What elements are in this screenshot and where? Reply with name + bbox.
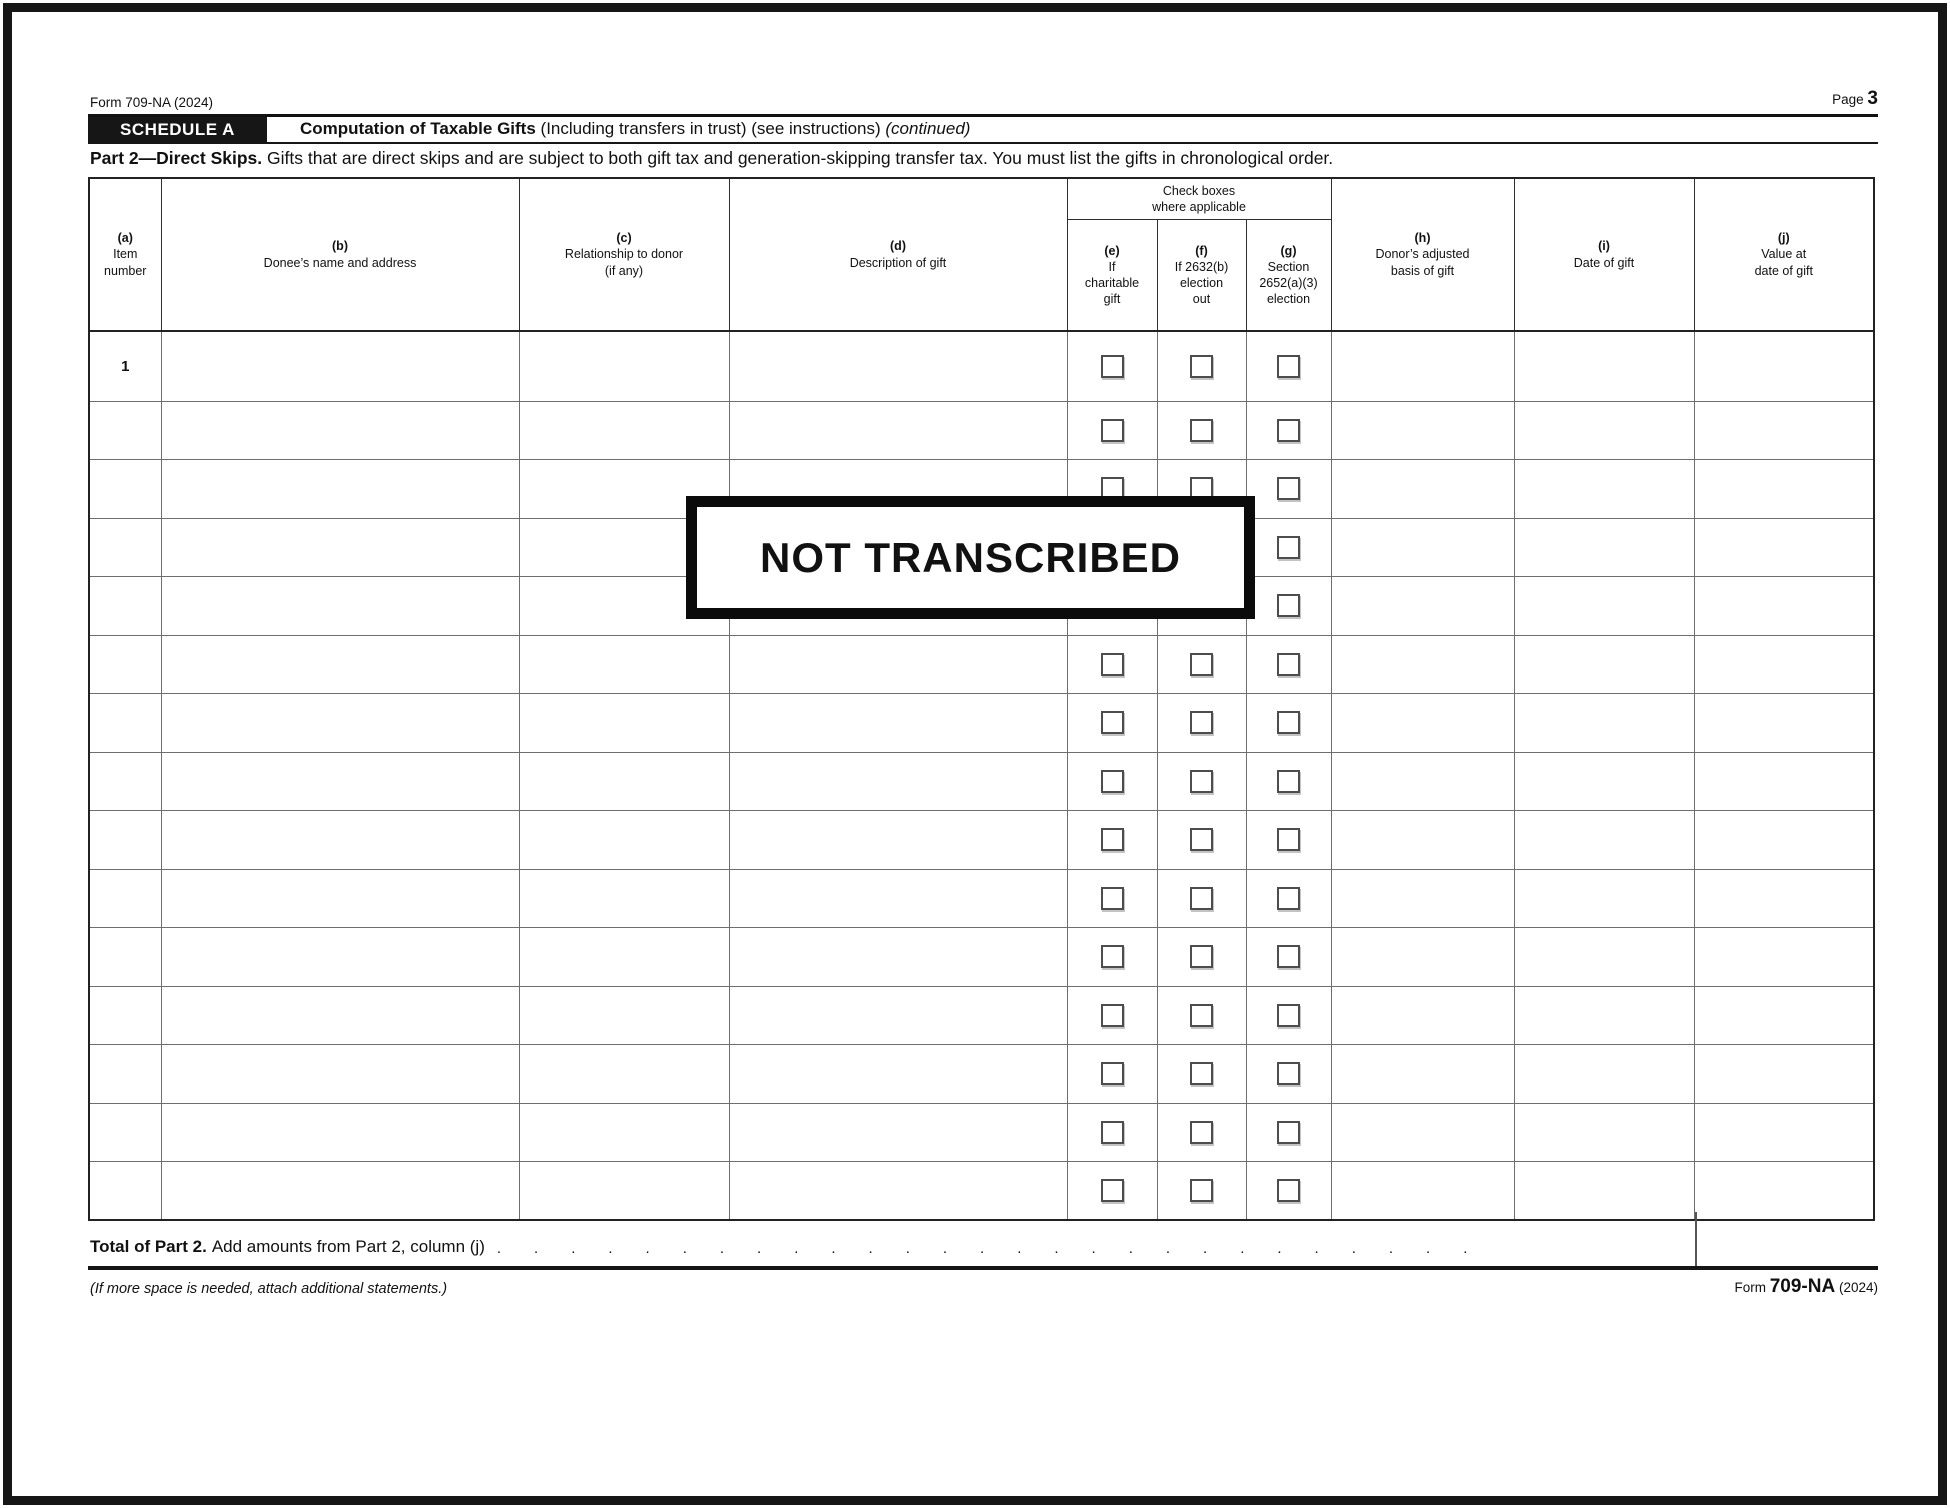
cell-g-row-11[interactable] — [1246, 928, 1331, 987]
cell-g-row-10[interactable] — [1246, 869, 1331, 928]
checkbox-f-row-6[interactable] — [1190, 653, 1213, 676]
cell-b-row-10[interactable] — [161, 869, 519, 928]
column-header-f: (f) If 2632(b) election out — [1157, 220, 1246, 332]
cell-j-row-2[interactable] — [1694, 401, 1874, 460]
cell-j-row-14[interactable] — [1694, 1103, 1874, 1162]
cell-e-row-11[interactable] — [1067, 928, 1157, 987]
cell-i-row-7[interactable] — [1514, 694, 1694, 753]
checkbox-e-row-12[interactable] — [1101, 1004, 1124, 1027]
cell-c-row-12[interactable] — [519, 986, 729, 1045]
cell-c-row-13[interactable] — [519, 1045, 729, 1104]
cell-j-row-9[interactable] — [1694, 811, 1874, 870]
gift-row-10 — [89, 869, 1874, 928]
checkbox-g-row-15[interactable] — [1277, 1179, 1300, 1202]
checkbox-e-row-10[interactable] — [1101, 887, 1124, 910]
checkbox-e-row-15[interactable] — [1101, 1179, 1124, 1202]
cell-j-row-7[interactable] — [1694, 694, 1874, 753]
cell-b-row-7[interactable] — [161, 694, 519, 753]
column-header-c: (c) Relationship to donor (if any) — [519, 178, 729, 331]
checkbox-f-row-13[interactable] — [1190, 1062, 1213, 1085]
column-header-j: (j) Value at date of gift — [1694, 178, 1874, 331]
footer-form-word: Form — [1734, 1280, 1766, 1295]
cell-e-row-14[interactable] — [1067, 1103, 1157, 1162]
schedule-a-header — [88, 117, 1878, 144]
checkbox-g-row-2[interactable] — [1277, 419, 1300, 442]
checkbox-e-row-14[interactable] — [1101, 1121, 1124, 1144]
cell-f-row-9[interactable] — [1157, 811, 1246, 870]
cell-h-row-7[interactable] — [1331, 694, 1514, 753]
cell-j-row-5[interactable] — [1694, 577, 1874, 636]
cell-g-row-7[interactable] — [1246, 694, 1331, 753]
gift-row-7 — [89, 694, 1874, 753]
cell-c-row-1[interactable] — [519, 331, 729, 401]
checkbox-f-row-9[interactable] — [1190, 828, 1213, 851]
cell-a-row-1[interactable]: 1 — [89, 331, 161, 401]
cell-a-row-14[interactable] — [89, 1103, 161, 1162]
checkbox-e-row-7[interactable] — [1101, 711, 1124, 734]
page-number — [1832, 88, 1878, 110]
gift-row-6 — [89, 635, 1874, 694]
cell-f-row-8[interactable] — [1157, 752, 1246, 811]
checkbox-f-row-15[interactable] — [1190, 1179, 1213, 1202]
cell-d-row-7[interactable] — [729, 694, 1067, 753]
cell-b-row-12[interactable] — [161, 986, 519, 1045]
cell-h-row-10[interactable] — [1331, 869, 1514, 928]
cell-f-row-12[interactable] — [1157, 986, 1246, 1045]
column-header-b: (b) Donee’s name and address — [161, 178, 519, 331]
check-boxes-group-header: Check boxes where applicable — [1067, 178, 1331, 220]
schedule-title-bold: Computation of Taxable Gifts — [300, 119, 536, 138]
cell-c-row-9[interactable] — [519, 811, 729, 870]
cell-a-row-13[interactable] — [89, 1045, 161, 1104]
checkbox-g-row-10[interactable] — [1277, 887, 1300, 910]
cell-a-row-11[interactable] — [89, 928, 161, 987]
gift-row-1 — [89, 331, 1874, 401]
column-header-d: (d) Description of gift — [729, 178, 1067, 331]
gift-row-14 — [89, 1103, 1874, 1162]
cell-b-row-9[interactable] — [161, 811, 519, 870]
cell-d-row-14[interactable] — [729, 1103, 1067, 1162]
column-header-a: (a) Item number — [89, 178, 161, 331]
cell-e-row-9[interactable] — [1067, 811, 1157, 870]
total-label-bold: Total of Part 2. — [90, 1237, 207, 1256]
cell-f-row-2[interactable] — [1157, 401, 1246, 460]
cell-j-row-6[interactable] — [1694, 635, 1874, 694]
cell-i-row-11[interactable] — [1514, 928, 1694, 987]
cell-e-row-12[interactable] — [1067, 986, 1157, 1045]
cell-j-row-4[interactable] — [1694, 518, 1874, 577]
total-label-text: Add amounts from Part 2, column (j) — [211, 1237, 485, 1256]
checkbox-e-row-8[interactable] — [1101, 770, 1124, 793]
cell-a-row-5[interactable] — [89, 577, 161, 636]
checkbox-g-row-11[interactable] — [1277, 945, 1300, 968]
cell-a-row-8[interactable] — [89, 752, 161, 811]
cell-f-row-10[interactable] — [1157, 869, 1246, 928]
cell-e-row-10[interactable] — [1067, 869, 1157, 928]
cell-g-row-2[interactable] — [1246, 401, 1331, 460]
checkbox-f-row-2[interactable] — [1190, 419, 1213, 442]
gift-row-2 — [89, 401, 1874, 460]
gift-row-9 — [89, 811, 1874, 870]
cell-d-row-13[interactable] — [729, 1045, 1067, 1104]
cell-g-row-8[interactable] — [1246, 752, 1331, 811]
cell-b-row-1[interactable] — [161, 331, 519, 401]
cell-a-row-4[interactable] — [89, 518, 161, 577]
checkbox-f-row-12[interactable] — [1190, 1004, 1213, 1027]
cell-g-row-5[interactable] — [1246, 577, 1331, 636]
gift-row-8 — [89, 752, 1874, 811]
checkbox-f-row-8[interactable] — [1190, 770, 1213, 793]
cell-j-row-11[interactable] — [1694, 928, 1874, 987]
cell-e-row-13[interactable] — [1067, 1045, 1157, 1104]
cell-g-row-4[interactable] — [1246, 518, 1331, 577]
cell-b-row-8[interactable] — [161, 752, 519, 811]
checkbox-e-row-11[interactable] — [1101, 945, 1124, 968]
cell-f-row-6[interactable] — [1157, 635, 1246, 694]
cell-h-row-8[interactable] — [1331, 752, 1514, 811]
part2-heading-bold: Part 2—Direct Skips. — [90, 148, 263, 168]
cell-a-row-2[interactable] — [89, 401, 161, 460]
cell-d-row-6[interactable] — [729, 635, 1067, 694]
cell-f-row-1[interactable] — [1157, 331, 1246, 401]
checkbox-e-row-1[interactable] — [1101, 355, 1124, 378]
checkbox-g-row-7[interactable] — [1277, 711, 1300, 734]
checkbox-g-row-9[interactable] — [1277, 828, 1300, 851]
gift-row-12 — [89, 986, 1874, 1045]
total-amount-cell[interactable] — [1695, 1212, 1878, 1266]
cell-i-row-3[interactable] — [1514, 460, 1694, 519]
cell-d-row-8[interactable] — [729, 752, 1067, 811]
cell-i-row-8[interactable] — [1514, 752, 1694, 811]
cell-a-row-12[interactable] — [89, 986, 161, 1045]
cell-j-row-10[interactable] — [1694, 869, 1874, 928]
gift-row-11 — [89, 928, 1874, 987]
cell-a-row-9[interactable] — [89, 811, 161, 870]
cell-b-row-11[interactable] — [161, 928, 519, 987]
cell-i-row-13[interactable] — [1514, 1045, 1694, 1104]
cell-d-row-2[interactable] — [729, 401, 1067, 460]
dot-leader: ........................... — [496, 1240, 1501, 1257]
cell-i-row-12[interactable] — [1514, 986, 1694, 1045]
cell-e-row-1[interactable] — [1067, 331, 1157, 401]
page-number-value: 3 — [1867, 88, 1878, 109]
cell-a-row-10[interactable] — [89, 869, 161, 928]
checkbox-f-row-11[interactable] — [1190, 945, 1213, 968]
cell-d-row-9[interactable] — [729, 811, 1067, 870]
cell-i-row-5[interactable] — [1514, 577, 1694, 636]
checkbox-g-row-12[interactable] — [1277, 1004, 1300, 1027]
cell-b-row-13[interactable] — [161, 1045, 519, 1104]
cell-g-row-13[interactable] — [1246, 1045, 1331, 1104]
column-header-i: (i) Date of gift — [1514, 178, 1694, 331]
cell-b-row-14[interactable] — [161, 1103, 519, 1162]
cell-i-row-4[interactable] — [1514, 518, 1694, 577]
cell-f-row-13[interactable] — [1157, 1045, 1246, 1104]
cell-j-row-3[interactable] — [1694, 460, 1874, 519]
checkbox-g-row-13[interactable] — [1277, 1062, 1300, 1085]
part2-heading-text: Gifts that are direct skips and are subject to both gift tax and generation-skipping transfer tax. You must list the gifts in chronological order. — [262, 148, 1334, 168]
cell-b-row-4[interactable] — [161, 518, 519, 577]
cell-e-row-6[interactable] — [1067, 635, 1157, 694]
schedule-title-continued: (continued) — [885, 119, 971, 138]
cell-h-row-11[interactable] — [1331, 928, 1514, 987]
cell-j-row-12[interactable] — [1694, 986, 1874, 1045]
cell-h-row-3[interactable] — [1331, 460, 1514, 519]
cell-f-row-11[interactable] — [1157, 928, 1246, 987]
cell-d-row-1[interactable] — [729, 331, 1067, 401]
cell-i-row-1[interactable] — [1514, 331, 1694, 401]
cell-i-row-9[interactable] — [1514, 811, 1694, 870]
cell-i-row-2[interactable] — [1514, 401, 1694, 460]
checkbox-f-row-10[interactable] — [1190, 887, 1213, 910]
cell-h-row-2[interactable] — [1331, 401, 1514, 460]
cell-d-row-12[interactable] — [729, 986, 1067, 1045]
cell-j-row-13[interactable] — [1694, 1045, 1874, 1104]
footer-form-id — [1734, 1276, 1878, 1298]
checkbox-f-row-7[interactable] — [1190, 711, 1213, 734]
schedule-a-title — [300, 119, 970, 139]
cell-g-row-3[interactable] — [1246, 460, 1331, 519]
cell-g-row-6[interactable] — [1246, 635, 1331, 694]
checkbox-f-row-1[interactable] — [1190, 355, 1213, 378]
cell-g-row-14[interactable] — [1246, 1103, 1331, 1162]
cell-h-row-12[interactable] — [1331, 986, 1514, 1045]
not-transcribed-stamp — [686, 496, 1255, 619]
cell-h-row-4[interactable] — [1331, 518, 1514, 577]
schedule-a-badge: SCHEDULE A — [88, 117, 267, 142]
cell-c-row-11[interactable] — [519, 928, 729, 987]
cell-i-row-14[interactable] — [1514, 1103, 1694, 1162]
cell-e-row-8[interactable] — [1067, 752, 1157, 811]
cell-f-row-7[interactable] — [1157, 694, 1246, 753]
cell-b-row-3[interactable] — [161, 460, 519, 519]
direct-skips-table — [88, 177, 1875, 1221]
cell-h-row-13[interactable] — [1331, 1045, 1514, 1104]
checkbox-e-row-13[interactable] — [1101, 1062, 1124, 1085]
gift-row-13 — [89, 1045, 1874, 1104]
cell-b-row-6[interactable] — [161, 635, 519, 694]
checkbox-e-row-9[interactable] — [1101, 828, 1124, 851]
checkbox-g-row-6[interactable] — [1277, 653, 1300, 676]
cell-i-row-6[interactable] — [1514, 635, 1694, 694]
cell-h-row-5[interactable] — [1331, 577, 1514, 636]
cell-a-row-6[interactable] — [89, 635, 161, 694]
cell-j-row-8[interactable] — [1694, 752, 1874, 811]
cell-d-row-11[interactable] — [729, 928, 1067, 987]
cell-c-row-7[interactable] — [519, 694, 729, 753]
checkbox-g-row-1[interactable] — [1277, 355, 1300, 378]
column-header-e: (e) If charitable gift — [1067, 220, 1157, 332]
cell-e-row-7[interactable] — [1067, 694, 1157, 753]
cell-j-row-1[interactable] — [1694, 331, 1874, 401]
cell-h-row-9[interactable] — [1331, 811, 1514, 870]
checkbox-g-row-5[interactable] — [1277, 594, 1300, 617]
footer-form-number: 709-NA — [1769, 1276, 1836, 1297]
column-header-h: (h) Donor’s adjusted basis of gift — [1331, 178, 1514, 331]
cell-b-row-5[interactable] — [161, 577, 519, 636]
part2-heading — [90, 148, 1880, 169]
cell-b-row-2[interactable] — [161, 401, 519, 460]
cell-f-row-14[interactable] — [1157, 1103, 1246, 1162]
checkbox-e-row-6[interactable] — [1101, 653, 1124, 676]
checkbox-g-row-3[interactable] — [1277, 477, 1300, 500]
cell-g-row-12[interactable] — [1246, 986, 1331, 1045]
page-label: Page — [1832, 92, 1864, 107]
footer-form-year: (2024) — [1838, 1280, 1878, 1295]
cell-e-row-2[interactable] — [1067, 401, 1157, 460]
total-of-part2-row — [88, 1212, 1878, 1270]
cell-a-row-7[interactable] — [89, 694, 161, 753]
cell-c-row-2[interactable] — [519, 401, 729, 460]
checkbox-f-row-14[interactable] — [1190, 1121, 1213, 1144]
cell-c-row-8[interactable] — [519, 752, 729, 811]
cell-c-row-10[interactable] — [519, 869, 729, 928]
column-header-g: (g) Section 2652(a)(3) election — [1246, 220, 1331, 332]
schedule-title-regular: (Including transfers in trust) (see instructions) — [535, 119, 886, 138]
cell-g-row-9[interactable] — [1246, 811, 1331, 870]
cell-h-row-14[interactable] — [1331, 1103, 1514, 1162]
checkbox-e-row-2[interactable] — [1101, 419, 1124, 442]
cell-h-row-6[interactable] — [1331, 635, 1514, 694]
cell-i-row-10[interactable] — [1514, 869, 1694, 928]
cell-c-row-14[interactable] — [519, 1103, 729, 1162]
cell-h-row-1[interactable] — [1331, 331, 1514, 401]
cell-c-row-6[interactable] — [519, 635, 729, 694]
cell-d-row-10[interactable] — [729, 869, 1067, 928]
form-id-header: Form 709-NA (2024) — [90, 95, 214, 110]
checkbox-g-row-14[interactable] — [1277, 1121, 1300, 1144]
checkbox-g-row-8[interactable] — [1277, 770, 1300, 793]
cell-a-row-3[interactable] — [89, 460, 161, 519]
not-transcribed-text: NOT TRANSCRIBED — [760, 533, 1181, 581]
more-space-note: (If more space is needed, attach additional statements.) — [90, 1281, 448, 1297]
cell-g-row-1[interactable] — [1246, 331, 1331, 401]
checkbox-g-row-4[interactable] — [1277, 536, 1300, 559]
